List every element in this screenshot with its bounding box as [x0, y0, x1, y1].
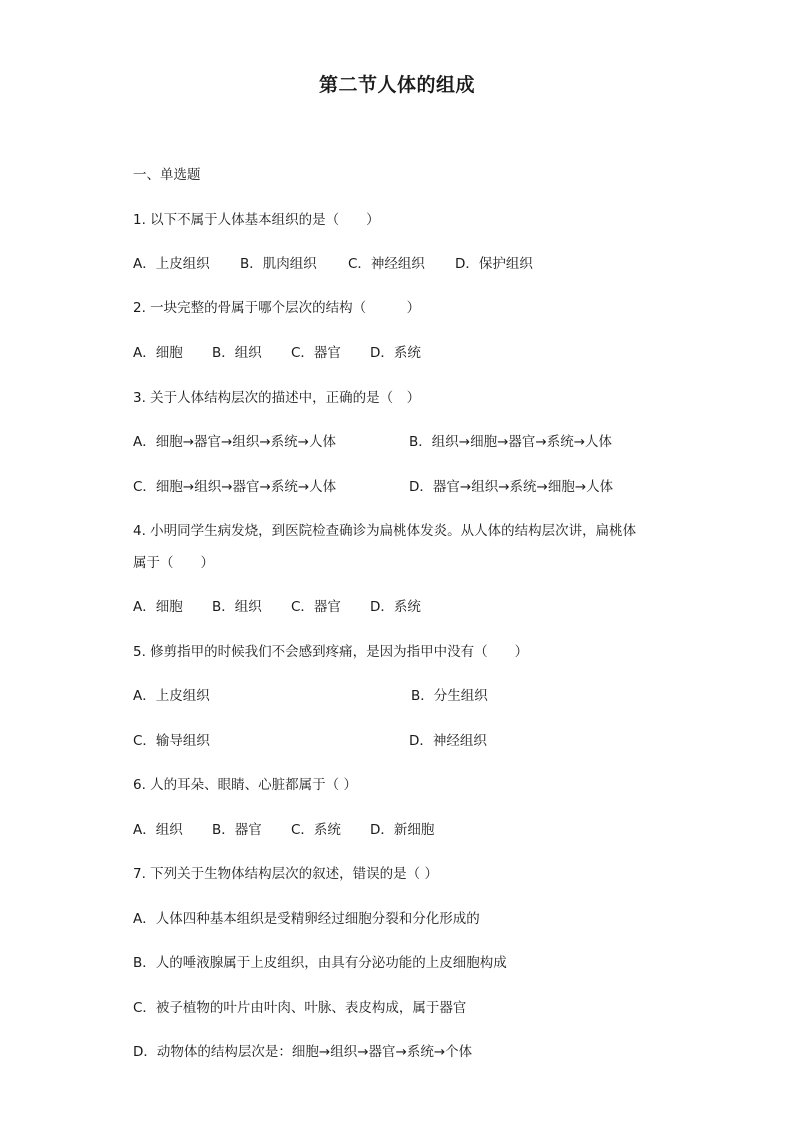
question-4-option-d: D．系统	[370, 599, 421, 615]
question-2-option-d: D．系统	[370, 345, 421, 361]
question-1-option-b: B．肌肉组织	[240, 256, 317, 272]
question-1-option-d: D．保护组织	[455, 256, 533, 272]
question-4-option-c: C．器官	[291, 599, 341, 615]
question-1-option-a: A．上皮组织	[133, 256, 210, 272]
question-3-option-c: C．细胞→组织→器官→系统→人体	[133, 479, 337, 495]
question-6-option-c: C．系统	[291, 822, 341, 838]
question-2-option-b: B．组织	[212, 345, 262, 361]
question-7-option-c: C．被子植物的叶片由叶肉、叶脉、表皮构成，属于器官	[133, 1000, 467, 1016]
question-7-option-b: B．人的唾液腺属于上皮组织，由具有分泌功能的上皮细胞构成	[133, 955, 507, 971]
question-2-stem: 2. 一块完整的骨属于哪个层次的结构（ ）	[133, 300, 421, 316]
question-6-stem: 6. 人的耳朵、眼睛、心脏都属于（ ）	[133, 777, 357, 793]
question-5-stem: 5. 修剪指甲的时候我们不会感到疼痛，是因为指甲中没有（ ）	[133, 644, 529, 660]
question-6-option-a: A．组织	[133, 822, 183, 838]
question-3-option-d: D．器官→组织→系统→细胞→人体	[409, 479, 614, 495]
question-6-option-d: D．新细胞	[370, 822, 435, 838]
question-6-option-b: B．器官	[212, 822, 262, 838]
question-4-stem-line-2: 属于（ ）	[133, 555, 214, 571]
question-7-option-d: D．动物体的结构层次是：细胞→组织→器官→系统→个体	[133, 1044, 473, 1060]
question-4-option-a: A．细胞	[133, 599, 183, 615]
question-7-stem: 7. 下列关于生物体结构层次的叙述，错误的是（ ）	[133, 866, 438, 882]
question-7-option-a: A．人体四种基本组织是受精卵经过细胞分裂和分化形成的	[133, 911, 480, 927]
page-title: 第二节人体的组成	[318, 74, 475, 96]
question-5-option-a: A．上皮组织	[133, 688, 210, 704]
question-1-option-c: C．神经组织	[348, 256, 425, 272]
question-2-option-c: C．器官	[291, 345, 341, 361]
question-5-option-d: D．神经组织	[409, 733, 487, 749]
section-heading: 一、单选题	[133, 167, 201, 183]
question-2-option-a: A．细胞	[133, 345, 183, 361]
question-5-option-c: C．输导组织	[133, 733, 210, 749]
question-4-option-b: B．组织	[212, 599, 262, 615]
question-4-stem-line-1: 4. 小明同学生病发烧，到医院检查确诊为扁桃体发炎。从人体的结构层次讲，扁桃体	[133, 523, 637, 539]
question-3-option-b: B．组织→细胞→器官→系统→人体	[409, 434, 613, 450]
question-3-option-a: A．细胞→器官→组织→系统→人体	[133, 434, 336, 450]
question-5-option-b: B．分生组织	[411, 688, 488, 704]
question-3-stem: 3. 关于人体结构层次的描述中，正确的是（ ）	[133, 390, 421, 406]
question-1-stem: 1. 以下不属于人体基本组织的是（ ）	[133, 212, 380, 228]
